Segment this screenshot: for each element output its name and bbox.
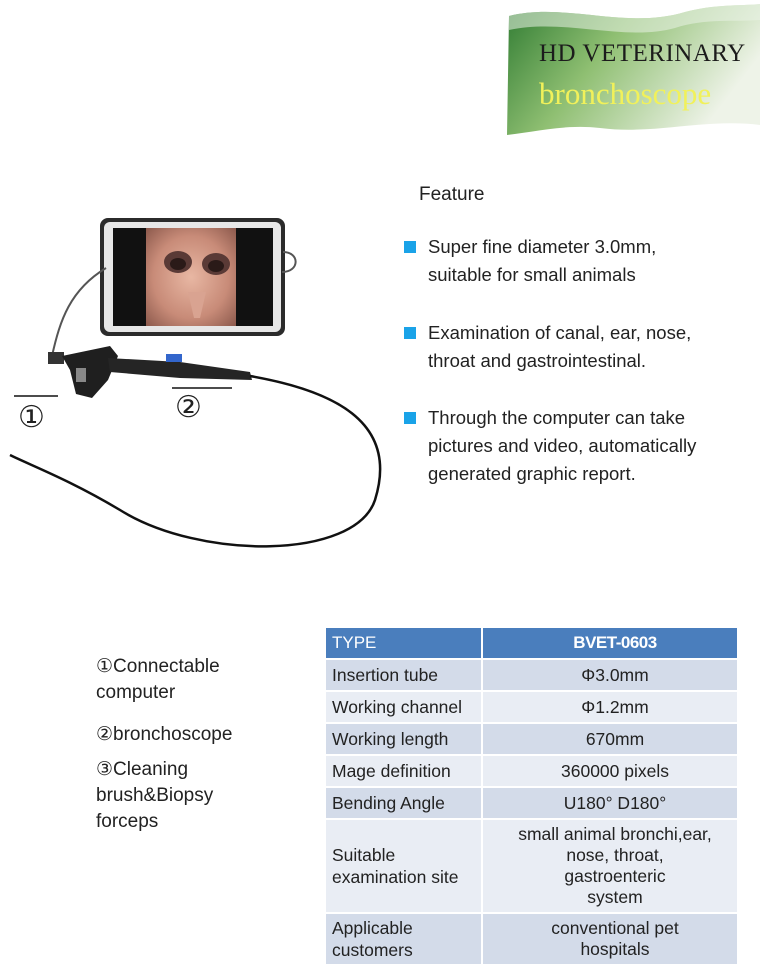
scope-handle-icon: [48, 346, 252, 398]
callout-two: ②: [175, 390, 202, 425]
feature-text: Super fine diameter 3.0mm, suitable for small animals: [428, 236, 657, 285]
title-banner: [505, 0, 760, 135]
header-value: BVET-0603: [483, 628, 737, 658]
legend-item: ②bronchoscope: [96, 724, 233, 745]
square-bullet-icon: [404, 412, 416, 424]
table-row: Bending Angle U180° D180°: [326, 788, 737, 818]
feature-item: [404, 319, 754, 375]
legend-item: ③Cleaning brush&Biopsy forceps: [96, 759, 214, 832]
banner-title: HD VETERINARY: [539, 40, 746, 67]
feature-text: Examination of canal, ear, nose, throat and gastrointestinal.: [428, 322, 692, 371]
square-bullet-icon: [404, 327, 416, 339]
legend-item: ①Connectable computer: [96, 656, 220, 703]
feature-item: [404, 404, 754, 488]
header-key: TYPE: [326, 628, 483, 658]
table-row: Working channel Φ1.2mm: [326, 692, 737, 722]
banner-subtitle: bronchoscope: [539, 76, 712, 111]
square-bullet-icon: [404, 241, 416, 253]
table-row: Insertion tube Φ3.0mm: [326, 660, 737, 690]
table-row: Working length 670mm: [326, 724, 737, 754]
tablet-icon: [100, 218, 285, 336]
feature-item: [404, 233, 754, 289]
spec-table: [326, 626, 737, 966]
table-row: Mage definition 360000 pixels: [326, 756, 737, 786]
feature-text: Through the computer can take pictures and video, automatically generated graphic report.: [428, 407, 697, 484]
table-header-row: [326, 628, 737, 658]
table-row: Applicable customers conventional pet hospitals: [326, 914, 737, 964]
callout-one: ①: [18, 400, 45, 435]
table-row: Suitable examination site small animal bronchi,ear, nose, throat, gastroenteric system: [326, 820, 737, 912]
feature-heading: Feature: [419, 184, 485, 205]
